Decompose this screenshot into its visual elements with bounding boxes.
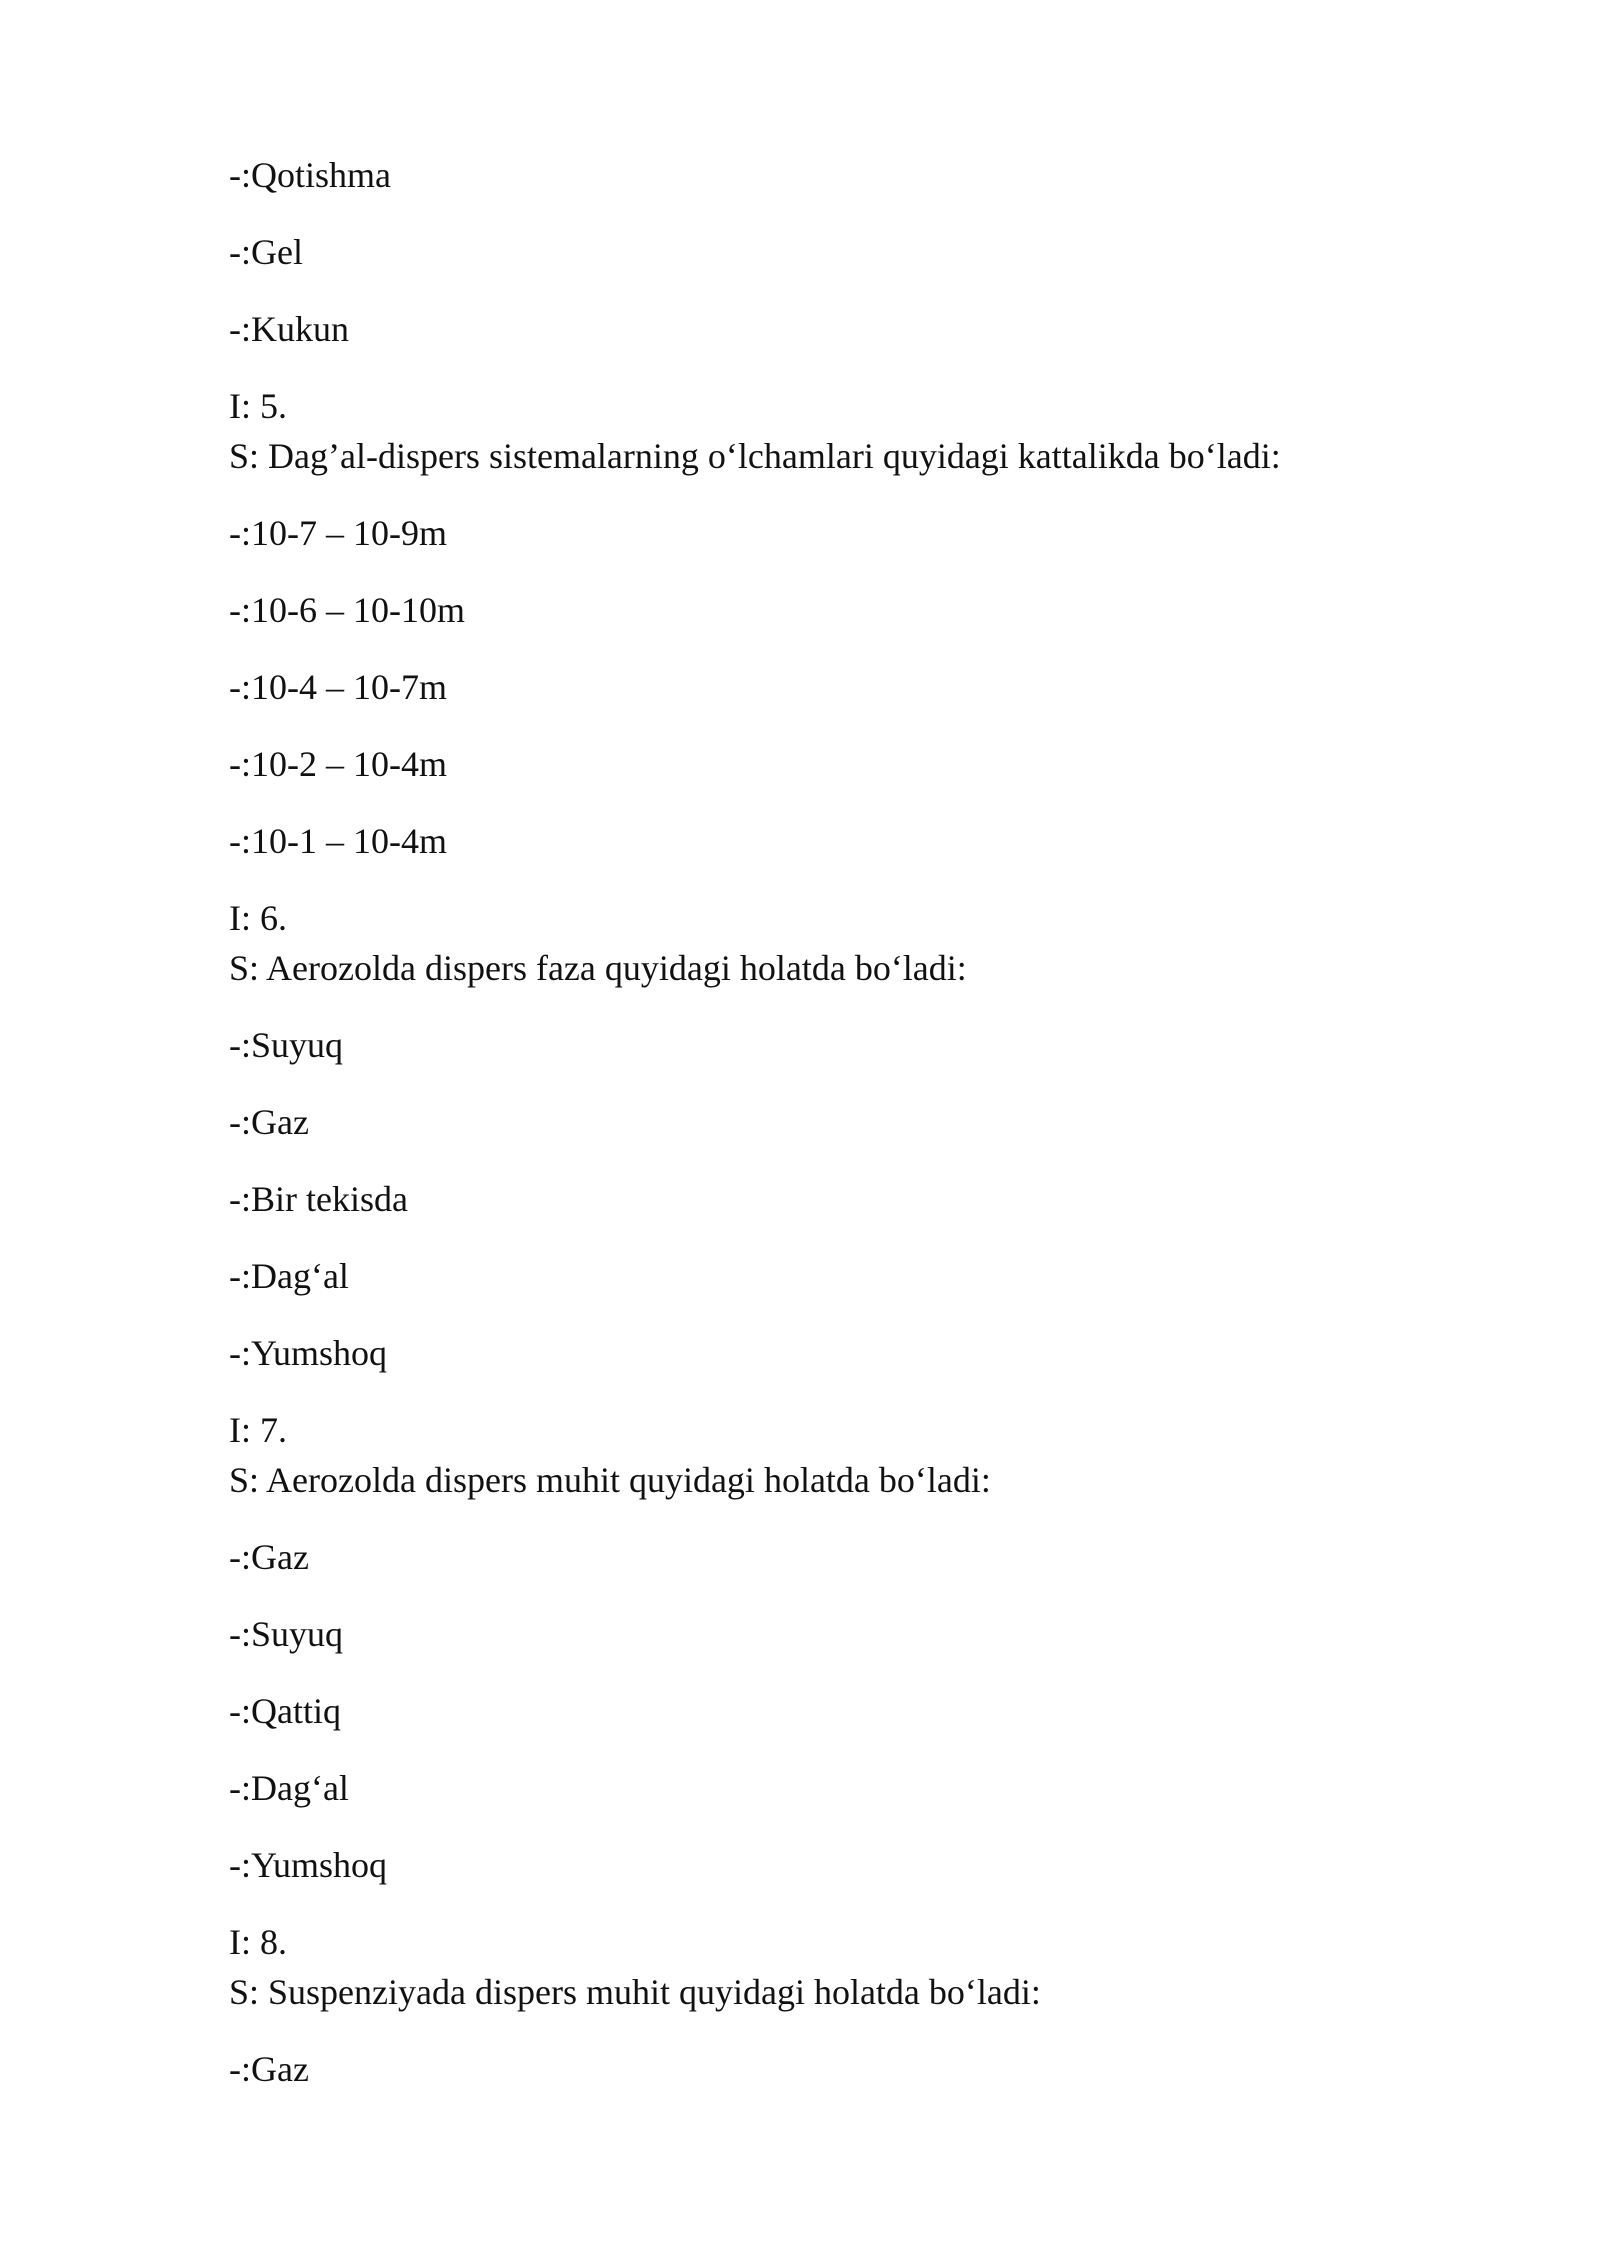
answer-option: -:Qotishma — [229, 155, 391, 195]
answer-option: -:Gaz — [229, 1537, 309, 1577]
answer-option: -:Suyuq — [229, 1614, 344, 1654]
answer-option: -:10-6 – 10-10m — [229, 590, 465, 630]
answer-option: -:Dag‘al — [229, 1768, 349, 1808]
answer-option: -:Gel — [229, 232, 303, 272]
answer-option: -:Bir tekisda — [229, 1179, 408, 1219]
answer-option: -:Suyuq — [229, 1025, 344, 1065]
question-number: I: 7. — [229, 1410, 287, 1450]
answer-option: -:Gaz — [229, 1102, 309, 1142]
answer-option: -:Yumshoq — [229, 1333, 388, 1373]
question-text: S: Aerozolda dispers muhit quyidagi holatda bo‘ladi: — [229, 1460, 991, 1500]
question-number: I: 8. — [229, 1922, 287, 1962]
question-text: S: Dag’al-dispers sistemalarning o‘lchamlari quyidagi kattalikda bo‘ladi: — [229, 436, 1281, 476]
answer-option: -:10-4 – 10-7m — [229, 667, 447, 707]
answer-option: -:Gaz — [229, 2049, 309, 2089]
answer-option: -:Yumshoq — [229, 1845, 388, 1885]
answer-option: -:10-1 – 10-4m — [229, 821, 447, 861]
answer-option: -:Qattiq — [229, 1691, 341, 1731]
answer-option: -:10-2 – 10-4m — [229, 744, 447, 784]
question-text: S: Suspenziyada dispers muhit quyidagi holatda bo‘ladi: — [229, 1972, 1041, 2012]
question-number: I: 5. — [229, 386, 287, 426]
answer-option: -:Kukun — [229, 309, 349, 349]
question-text: S: Aerozolda dispers faza quyidagi holatda bo‘ladi: — [229, 948, 967, 988]
answer-option: -:10-7 – 10-9m — [229, 513, 447, 553]
answer-option: -:Dag‘al — [229, 1256, 349, 1296]
question-number: I: 6. — [229, 898, 287, 938]
